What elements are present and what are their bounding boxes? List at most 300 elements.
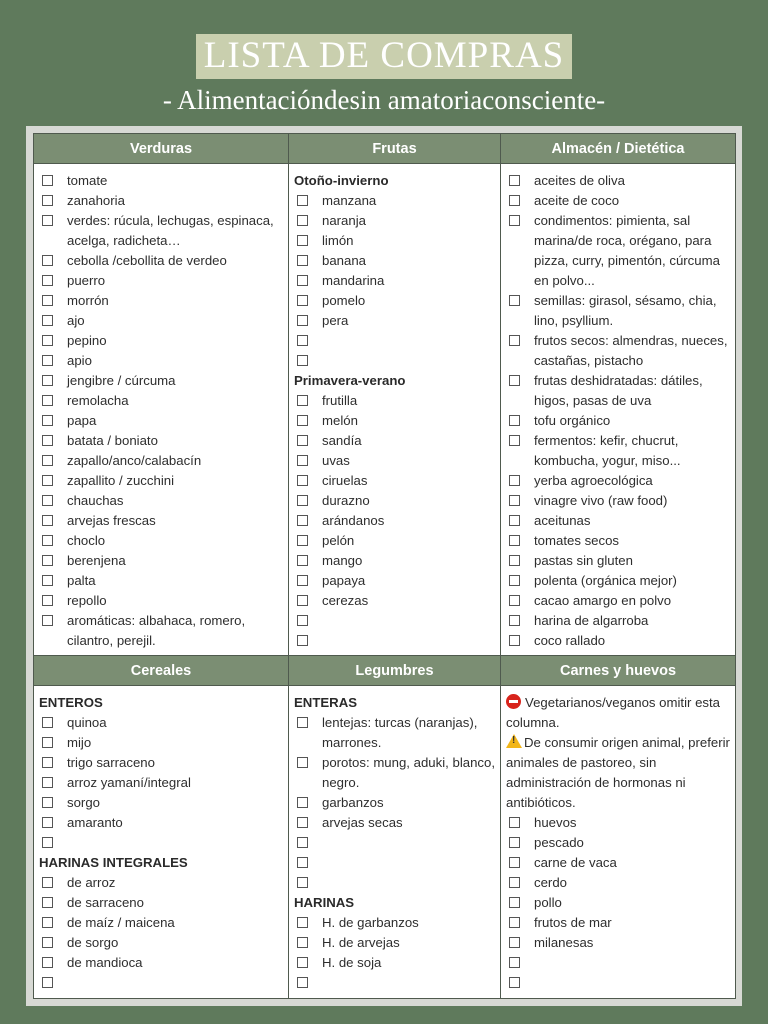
list-item[interactable] <box>39 311 284 331</box>
list-item[interactable] <box>39 713 284 733</box>
list-item[interactable] <box>506 913 731 933</box>
list-item[interactable] <box>39 391 284 411</box>
checkbox[interactable] <box>297 957 308 968</box>
checkbox[interactable] <box>509 917 520 928</box>
list-item[interactable] <box>294 411 496 431</box>
checkbox[interactable] <box>297 415 308 426</box>
checkbox[interactable] <box>297 455 308 466</box>
list-item[interactable] <box>294 631 496 651</box>
checkbox[interactable] <box>509 335 520 346</box>
item-label: pastas sin gluten <box>534 553 633 569</box>
list-item[interactable] <box>39 251 284 271</box>
warning-icon <box>506 734 522 748</box>
checkbox[interactable] <box>509 295 520 306</box>
item-label: arvejas secas <box>322 815 403 831</box>
list-item[interactable] <box>506 291 731 331</box>
list-item[interactable] <box>506 893 731 913</box>
checkbox[interactable] <box>297 395 308 406</box>
checkbox[interactable] <box>297 255 308 266</box>
checkbox[interactable] <box>42 555 53 566</box>
checkbox[interactable] <box>42 315 53 326</box>
shopping-list-grid <box>33 133 736 999</box>
list-item[interactable] <box>294 753 496 793</box>
section-cereales <box>34 686 289 999</box>
item-label: sandía <box>322 433 362 449</box>
section-header-verduras: Verduras <box>34 134 289 164</box>
checkbox[interactable] <box>297 717 308 728</box>
checkbox[interactable] <box>297 877 308 888</box>
list-item[interactable] <box>506 551 731 571</box>
item-label: de mandioca <box>67 955 143 971</box>
checkbox[interactable] <box>297 817 308 828</box>
list-item[interactable] <box>506 953 731 973</box>
list-item[interactable] <box>506 571 731 591</box>
list-item[interactable] <box>39 171 284 191</box>
list-item[interactable] <box>39 813 284 833</box>
item-label: cerezas <box>322 593 369 609</box>
item-label: pescado <box>534 835 584 851</box>
item-label: jengibre / cúrcuma <box>67 373 176 389</box>
list-carnes <box>501 686 735 993</box>
section-carnes <box>501 686 736 999</box>
item-label: arroz yamaní/integral <box>67 775 191 791</box>
no-entry-icon <box>506 694 521 709</box>
checkbox[interactable] <box>297 917 308 928</box>
list-item[interactable] <box>39 591 284 611</box>
checkbox[interactable] <box>297 797 308 808</box>
list-item[interactable] <box>39 551 284 571</box>
item-label: repollo <box>67 593 107 609</box>
list-item[interactable] <box>506 813 731 833</box>
list-item[interactable] <box>294 211 496 231</box>
list-item[interactable] <box>294 251 496 271</box>
item-label: aceitunas <box>534 513 591 529</box>
list-item[interactable] <box>294 713 496 753</box>
item-label: vinagre vivo (raw food) <box>534 493 668 509</box>
list-item[interactable] <box>506 853 731 873</box>
list-item[interactable] <box>506 631 731 651</box>
item-label: apio <box>67 353 92 369</box>
item-label: papaya <box>322 573 366 589</box>
checkbox[interactable] <box>509 877 520 888</box>
section-header-frutas: Frutas <box>289 134 501 164</box>
title-wrap <box>0 34 768 79</box>
item-label: sorgo <box>67 795 100 811</box>
list-item[interactable] <box>39 953 284 973</box>
item-label: ciruelas <box>322 473 368 489</box>
list-item[interactable] <box>506 411 731 431</box>
item-label: mijo <box>67 735 92 751</box>
checkbox[interactable] <box>509 375 520 386</box>
list-almacen <box>501 164 735 651</box>
item-label: choclo <box>67 533 106 549</box>
item-label: frutilla <box>322 393 358 409</box>
list-item[interactable] <box>294 591 496 611</box>
checkbox[interactable] <box>509 495 520 506</box>
item-label: H. de arvejas <box>322 935 400 951</box>
item-label: durazno <box>322 493 370 509</box>
section-frutas <box>289 164 501 656</box>
item-label: de sorgo <box>67 935 119 951</box>
checkbox[interactable] <box>42 295 53 306</box>
checkbox[interactable] <box>297 275 308 286</box>
subheading: HARINAS <box>294 895 355 911</box>
checkbox[interactable] <box>297 195 308 206</box>
checkbox[interactable] <box>297 595 308 606</box>
item-label: trigo sarraceno <box>67 755 155 771</box>
item-label: de maíz / maicena <box>67 915 175 931</box>
item-label: polenta (orgánica mejor) <box>534 573 677 589</box>
item-label: arándanos <box>322 513 385 529</box>
checkbox[interactable] <box>509 175 520 186</box>
item-label: morrón <box>67 293 109 309</box>
checkbox[interactable] <box>42 877 53 888</box>
item-label: palta <box>67 573 96 589</box>
list-item[interactable] <box>294 471 496 491</box>
list-cereales <box>34 686 288 993</box>
list-item[interactable] <box>294 531 496 551</box>
checkbox[interactable] <box>297 315 308 326</box>
list-item[interactable] <box>294 491 496 511</box>
list-item[interactable] <box>39 431 284 451</box>
list-item[interactable] <box>294 351 496 371</box>
note-text: Vegetarianos/veganos omitir esta columna. <box>506 695 720 731</box>
checkbox[interactable] <box>509 415 520 426</box>
checkbox[interactable] <box>297 977 308 988</box>
item-label: carne de vaca <box>534 855 617 871</box>
item-label: limón <box>322 233 354 249</box>
list-item[interactable] <box>39 211 284 251</box>
checkbox[interactable] <box>297 535 308 546</box>
checkbox[interactable] <box>42 535 53 546</box>
item-label: amaranto <box>67 815 123 831</box>
list-item[interactable] <box>506 211 731 291</box>
checkbox[interactable] <box>297 295 308 306</box>
list-item[interactable] <box>506 191 731 211</box>
list-item[interactable] <box>294 793 496 813</box>
list-item[interactable] <box>39 331 284 351</box>
list-item[interactable] <box>294 191 496 211</box>
checkbox[interactable] <box>42 817 53 828</box>
section-header-almacen: Almacén / Dietética <box>501 134 736 164</box>
checkbox[interactable] <box>509 215 520 226</box>
list-item[interactable] <box>294 311 496 331</box>
list-item[interactable] <box>506 511 731 531</box>
item-label: porotos: mung, aduki, blanco, negro. <box>322 755 496 791</box>
checkbox[interactable] <box>297 575 308 586</box>
item-label: melón <box>322 413 358 429</box>
subheading: ENTEROS <box>39 695 103 711</box>
checkbox[interactable] <box>297 515 308 526</box>
item-label: cerdo <box>534 875 567 891</box>
checkbox[interactable] <box>509 857 520 868</box>
note <box>506 693 731 733</box>
item-label: cacao amargo en polvo <box>534 593 672 609</box>
list-item[interactable] <box>506 491 731 511</box>
list-item[interactable] <box>294 833 496 853</box>
list-item[interactable] <box>294 511 496 531</box>
list-item[interactable] <box>39 491 284 511</box>
list-item[interactable] <box>294 451 496 471</box>
shopping-list-sheet <box>26 126 742 1006</box>
checkbox[interactable] <box>42 395 53 406</box>
list-item[interactable] <box>294 331 496 351</box>
list-item[interactable] <box>39 833 284 853</box>
item-label: H. de garbanzos <box>322 915 419 931</box>
list-item[interactable] <box>39 753 284 773</box>
subheading: Primavera-verano <box>294 373 406 389</box>
list-item[interactable] <box>39 351 284 371</box>
item-label: milanesas <box>534 935 594 951</box>
checkbox[interactable] <box>509 957 520 968</box>
list-item[interactable] <box>294 431 496 451</box>
item-label: de sarraceno <box>67 895 144 911</box>
subheading: ENTERAS <box>294 695 358 711</box>
section-header-carnes: Carnes y huevos <box>501 656 736 686</box>
checkbox[interactable] <box>297 235 308 246</box>
item-label: ajo <box>67 313 85 329</box>
list-item[interactable] <box>39 933 284 953</box>
item-label: naranja <box>322 213 366 229</box>
checkbox[interactable] <box>297 355 308 366</box>
checkbox[interactable] <box>509 535 520 546</box>
checkbox[interactable] <box>42 415 53 426</box>
list-item[interactable] <box>39 191 284 211</box>
list-item[interactable] <box>39 733 284 753</box>
checkbox[interactable] <box>42 335 53 346</box>
checkbox[interactable] <box>509 817 520 828</box>
item-label: pepino <box>67 333 107 349</box>
list-item[interactable] <box>294 551 496 571</box>
checkbox[interactable] <box>42 595 53 606</box>
list-item[interactable] <box>294 271 496 291</box>
checkbox[interactable] <box>297 555 308 566</box>
checkbox[interactable] <box>42 455 53 466</box>
item-label: mandarina <box>322 273 385 289</box>
item-label: frutos de mar <box>534 915 612 931</box>
item-label: de arroz <box>67 875 116 891</box>
list-item[interactable] <box>294 611 496 631</box>
list-item[interactable] <box>39 773 284 793</box>
list-item[interactable] <box>506 431 731 471</box>
item-label: remolacha <box>67 393 129 409</box>
item-label: papa <box>67 413 97 429</box>
list-item[interactable] <box>294 953 496 973</box>
list-item[interactable] <box>39 271 284 291</box>
item-label: aromáticas: albahaca, romero, cilantro, perejil. <box>67 613 246 649</box>
item-label: H. de soja <box>322 955 382 971</box>
list-item[interactable] <box>39 873 284 893</box>
item-label: uvas <box>322 453 350 469</box>
list-item[interactable] <box>39 411 284 431</box>
list-verduras <box>34 164 288 651</box>
list-frutas <box>289 164 500 651</box>
checkbox[interactable] <box>509 635 520 646</box>
item-label: chauchas <box>67 493 124 509</box>
item-label: zanahoria <box>67 193 125 209</box>
item-label: pollo <box>534 895 562 911</box>
checkbox[interactable] <box>297 215 308 226</box>
subheading: HARINAS INTEGRALES <box>39 855 188 871</box>
checkbox[interactable] <box>509 515 520 526</box>
list-item[interactable] <box>294 853 496 873</box>
list-item[interactable] <box>506 591 731 611</box>
list-item[interactable] <box>294 391 496 411</box>
item-label: huevos <box>534 815 577 831</box>
checkbox[interactable] <box>42 495 53 506</box>
item-label: cebolla /cebollita de verdeo <box>67 253 227 269</box>
list-item[interactable] <box>39 471 284 491</box>
checkbox[interactable] <box>42 977 53 988</box>
list-item[interactable] <box>294 873 496 893</box>
list-item[interactable] <box>506 531 731 551</box>
list-item[interactable] <box>294 813 496 833</box>
checkbox[interactable] <box>509 897 520 908</box>
checkbox[interactable] <box>42 255 53 266</box>
list-item[interactable] <box>506 973 731 993</box>
item-label: pera <box>322 313 349 329</box>
checkbox[interactable] <box>297 757 308 768</box>
list-item[interactable] <box>294 571 496 591</box>
list-item[interactable] <box>294 291 496 311</box>
checkbox[interactable] <box>42 355 53 366</box>
list-item[interactable] <box>39 913 284 933</box>
checkbox[interactable] <box>42 515 53 526</box>
list-item[interactable] <box>506 933 731 953</box>
page-subtitle: - Alimentacióndesin amatoriaconsciente- <box>162 85 606 115</box>
list-item[interactable] <box>506 331 731 371</box>
checkbox[interactable] <box>42 837 53 848</box>
note-text: De consumir origen animal, preferir animales de pastoreo, sin administración de hormonas ni antibióticos. <box>506 735 730 811</box>
item-label: banana <box>322 253 367 269</box>
item-label: frutos secos: almendras, nueces, castañas, pistacho <box>534 333 728 369</box>
item-label: frutas deshidratadas: dátiles, higos, pasas de uva <box>534 373 703 409</box>
list-item[interactable] <box>39 291 284 311</box>
checkbox[interactable] <box>509 195 520 206</box>
checkbox[interactable] <box>297 837 308 848</box>
list-item[interactable] <box>39 371 284 391</box>
list-item[interactable] <box>39 451 284 471</box>
section-almacen <box>501 164 736 656</box>
checkbox[interactable] <box>42 897 53 908</box>
list-item[interactable] <box>39 571 284 591</box>
item-label: berenjena <box>67 553 126 569</box>
item-label: tomates secos <box>534 533 620 549</box>
checkbox[interactable] <box>297 857 308 868</box>
item-label: batata / boniato <box>67 433 158 449</box>
item-label: manzana <box>322 193 377 209</box>
checkbox[interactable] <box>42 195 53 206</box>
list-item[interactable] <box>506 833 731 853</box>
list-item[interactable] <box>39 511 284 531</box>
item-label: condimentos: pimienta, sal marina/de roca, orégano, para pizza, curry, pimentón, cúrcuma en polvo... <box>534 213 720 289</box>
list-item[interactable] <box>506 371 731 411</box>
item-label: harina de algarroba <box>534 613 649 629</box>
checkbox[interactable] <box>42 797 53 808</box>
checkbox[interactable] <box>297 495 308 506</box>
item-label: aceites de oliva <box>534 173 625 189</box>
list-item[interactable] <box>506 873 731 893</box>
checkbox[interactable] <box>297 615 308 626</box>
checkbox[interactable] <box>42 375 53 386</box>
checkbox[interactable] <box>297 335 308 346</box>
checkbox[interactable] <box>297 435 308 446</box>
list-item[interactable] <box>506 171 731 191</box>
list-item[interactable] <box>294 973 496 993</box>
checkbox[interactable] <box>42 435 53 446</box>
item-label: tofu orgánico <box>534 413 611 429</box>
subheading: Otoño-invierno <box>294 173 389 189</box>
section-header-cereales: Cereales <box>34 656 289 686</box>
checkbox[interactable] <box>42 937 53 948</box>
checkbox[interactable] <box>509 615 520 626</box>
page-title: LISTA DE COMPRAS <box>196 34 573 79</box>
list-item[interactable] <box>506 611 731 631</box>
checkbox[interactable] <box>42 475 53 486</box>
item-label: aceite de coco <box>534 193 620 209</box>
list-item[interactable] <box>39 973 284 993</box>
list-item[interactable] <box>294 913 496 933</box>
item-label: semillas: girasol, sésamo, chia, lino, psyllium. <box>534 293 717 329</box>
checkbox[interactable] <box>42 275 53 286</box>
item-label: tomate <box>67 173 108 189</box>
item-label: verdes: rúcula, lechugas, espinaca, acelga, radicheta… <box>67 213 274 249</box>
list-item[interactable] <box>39 531 284 551</box>
item-label: yerba agroecológica <box>534 473 653 489</box>
checkbox[interactable] <box>42 215 53 226</box>
checkbox[interactable] <box>42 175 53 186</box>
item-label: arvejas frescas <box>67 513 156 529</box>
item-label: lentejas: turcas (naranjas), marrones. <box>322 715 478 751</box>
item-label: zapallo/anco/calabacín <box>67 453 202 469</box>
checkbox[interactable] <box>509 475 520 486</box>
list-item[interactable] <box>39 893 284 913</box>
item-label: quinoa <box>67 715 107 731</box>
item-label: garbanzos <box>322 795 384 811</box>
checkbox[interactable] <box>42 717 53 728</box>
item-label: coco rallado <box>534 633 606 649</box>
checkbox[interactable] <box>42 917 53 928</box>
list-item[interactable] <box>294 231 496 251</box>
checkbox[interactable] <box>42 575 53 586</box>
list-item[interactable] <box>294 933 496 953</box>
checkbox[interactable] <box>42 757 53 768</box>
item-label: mango <box>322 553 363 569</box>
checkbox[interactable] <box>509 837 520 848</box>
checkbox[interactable] <box>297 475 308 486</box>
list-legumbres <box>289 686 500 993</box>
checkbox[interactable] <box>297 635 308 646</box>
list-item[interactable] <box>39 611 284 651</box>
section-legumbres <box>289 686 501 999</box>
list-item[interactable] <box>39 793 284 813</box>
checkbox[interactable] <box>509 977 520 988</box>
checkbox[interactable] <box>297 937 308 948</box>
checkbox[interactable] <box>509 555 520 566</box>
item-label: puerro <box>67 273 106 289</box>
list-item[interactable] <box>506 471 731 491</box>
checkbox[interactable] <box>509 595 520 606</box>
checkbox[interactable] <box>42 737 53 748</box>
checkbox[interactable] <box>509 937 520 948</box>
item-label: fermentos: kefir, chucrut, kombucha, yogur, miso... <box>534 433 681 469</box>
checkbox[interactable] <box>42 777 53 788</box>
section-header-legumbres: Legumbres <box>289 656 501 686</box>
checkbox[interactable] <box>509 575 520 586</box>
checkbox[interactable] <box>509 435 520 446</box>
checkbox[interactable] <box>42 615 53 626</box>
checkbox[interactable] <box>42 957 53 968</box>
